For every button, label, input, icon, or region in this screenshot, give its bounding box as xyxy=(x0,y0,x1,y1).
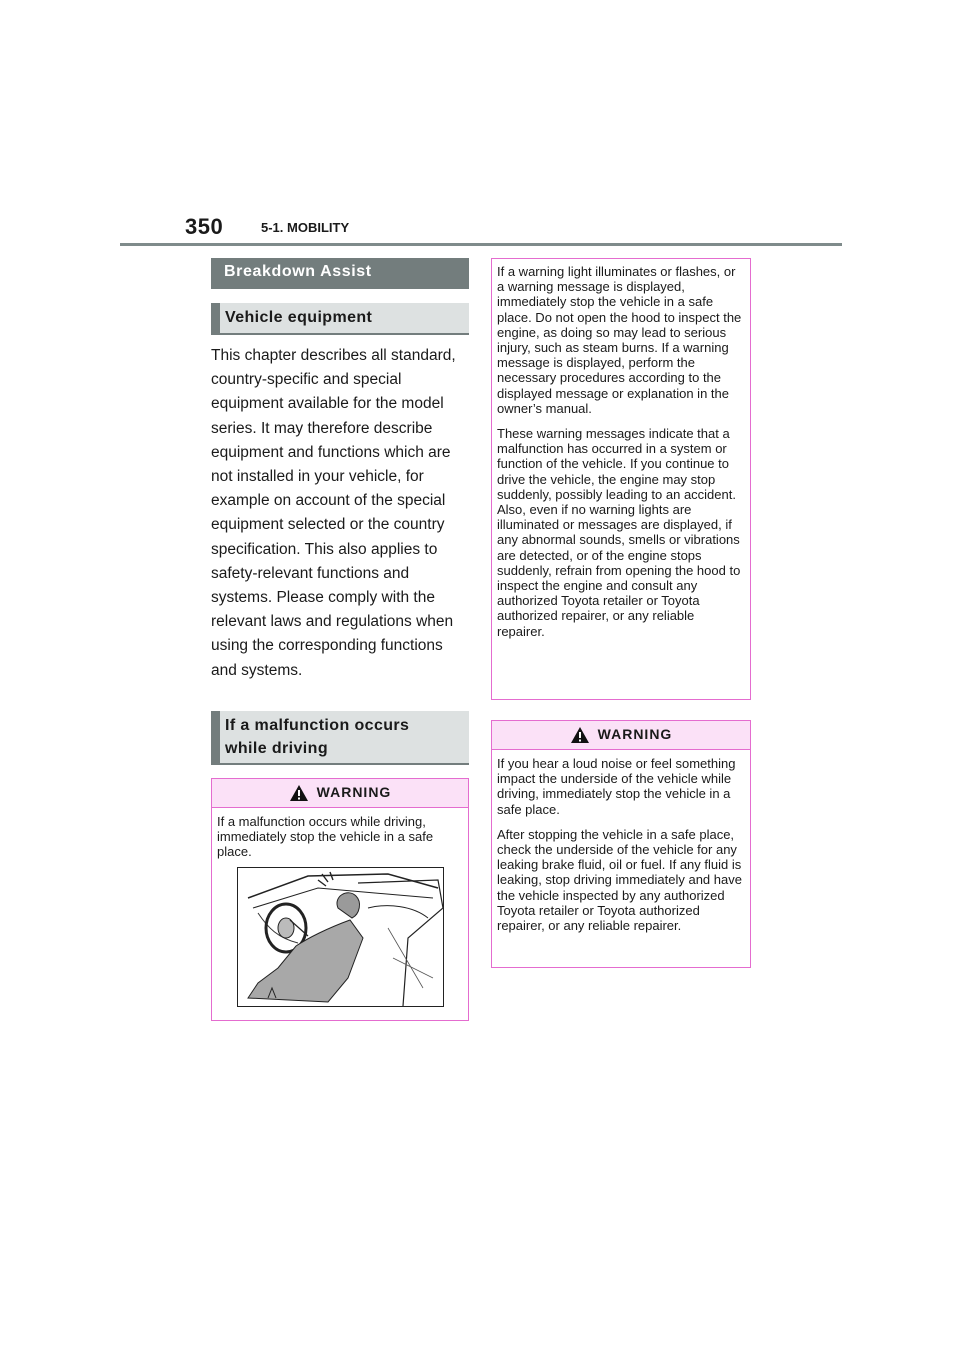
driver-illustration xyxy=(237,867,444,1007)
warning-label: WARNING xyxy=(316,784,392,801)
warning2-paragraph-2: After stopping the vehicle in a safe place, check the underside of the vehicle for any leaking brake fluid, oil or fuel. If any fluid is leaking, stop driving immediately and have the vehicle inspected by any authorized Toyota retailer or Toyota authorized repairer, or any reliable repairer. xyxy=(497,826,742,934)
section-label: 5-1. MOBILITY xyxy=(261,220,350,235)
warning2-paragraph-1: If you hear a loud noise or feel something impact the underside of the vehicle while driving, immediately stop the vehicle in a safe place. xyxy=(497,756,736,817)
warning-label-2: WARNING xyxy=(597,726,673,743)
subheading-malfunction-line2: while driving xyxy=(225,739,328,757)
intro-paragraph: This chapter describes all standard, country-specific and special equipment available for the model series. It may therefore describe equipment and functions which are not installed in your vehicle, for example on account of the special equipment selected or the country specification. This also applies to safety-relevant functions and systems. Please comply with the relevant laws and regulations when using the corresponding functions and systems. xyxy=(211,347,456,679)
subheading-vehicle-equipment: Vehicle equipment xyxy=(211,303,469,335)
warning-header xyxy=(212,779,468,808)
warning-box-impact xyxy=(491,720,751,968)
info-box-warning-messages xyxy=(491,258,751,700)
info-paragraph-1: If a warning light illuminates or flashes, or a warning message is displayed, immediately stop the vehicle in a safe place. Do not open the hood to inspect the engine, as doing so may lead to serious injury, such as steam burns. If a warning message is displayed, perform the necessary procedures according to the displayed message or explanation in the owner’s manual. xyxy=(497,264,742,416)
subheading-malfunction xyxy=(211,711,469,765)
page-number: 350 xyxy=(185,214,224,239)
warning-text: If a malfunction occurs while driving, immediately stop the vehicle in a safe place. xyxy=(217,813,434,860)
warning-triangle-icon xyxy=(570,726,590,744)
subheading-malfunction-line1: If a malfunction occurs xyxy=(225,716,410,734)
header-rule xyxy=(120,243,842,246)
left-column xyxy=(211,258,469,1021)
warning-triangle-icon xyxy=(289,784,309,802)
right-column xyxy=(491,258,751,968)
warning-header-2 xyxy=(492,721,750,750)
section-title: Breakdown Assist xyxy=(211,258,469,289)
warning-box-malfunction xyxy=(211,778,469,1021)
info-paragraph-2: These warning messages indicate that a malfunction has occurred in a system or function of the vehicle. If you continue to drive the vehicle, the engine may stop suddenly, possibly leading to an accident. Also, even if no warning lights are illuminated or messages are displayed, if any abnormal sounds, smells or vibrations are detected, or of the engine stops suddenly, refrain from opening the hood to inspect the engine and consult any authorized Toyota retailer or Toyota authorized repairer, or any reliable repairer. xyxy=(497,426,741,639)
